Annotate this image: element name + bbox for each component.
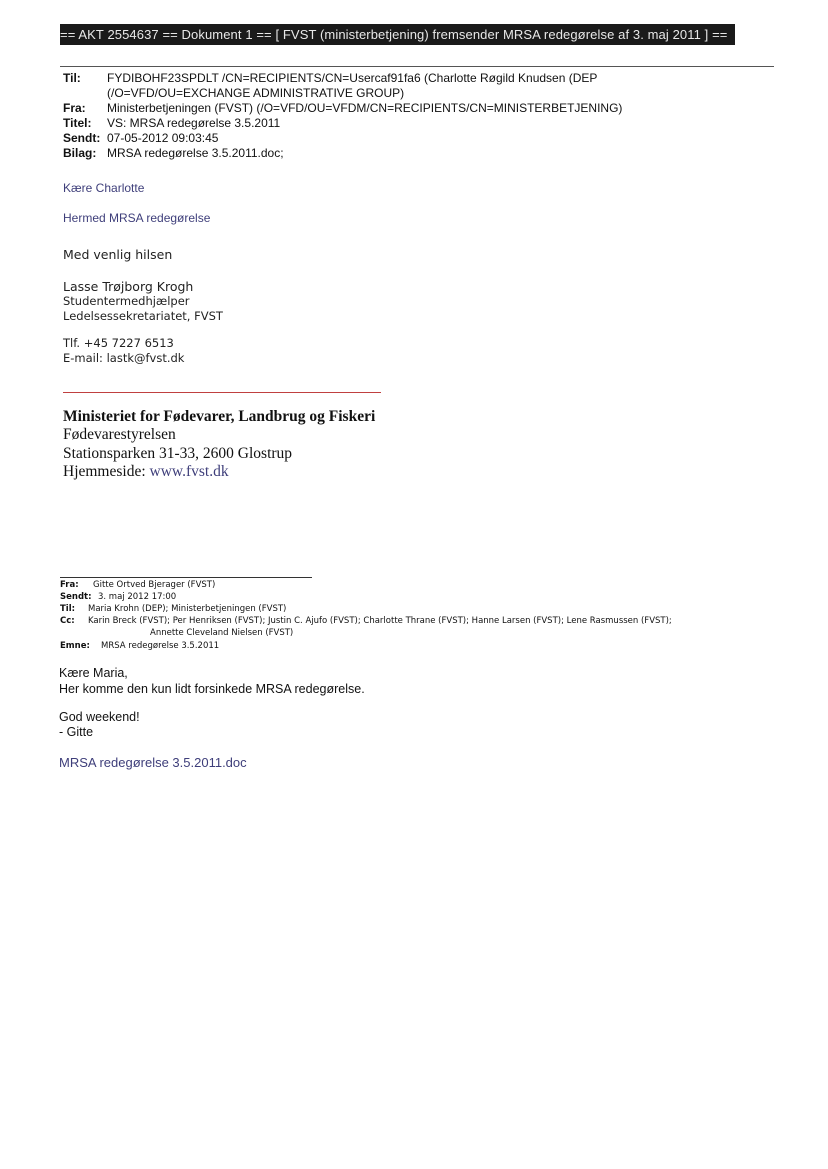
fwd-emne: [60, 641, 219, 651]
fwd-cc: [60, 616, 672, 626]
signature-email[interactable]: E-mail: lastk@fvst.dk: [63, 351, 185, 365]
header-sendt: [63, 131, 218, 145]
signature-department: Ledelsessekretariatet, FVST: [63, 309, 223, 323]
fra-label: Fra:: [63, 101, 86, 115]
fra-value: Ministerbetjeningen (FVST) (/O=VFD/OU=VFDM/CN=RECIPIENTS/CN=MINISTERBETJENING): [107, 101, 623, 115]
homepage-label: Hjemmeside:: [63, 463, 146, 480]
fwd-sendt-value: 3. maj 2012 17:00: [98, 592, 177, 602]
fwd-line-1: Her komme den kun lidt forsinkede MRSA redegørelse.: [59, 682, 365, 696]
titel-label: Titel:: [63, 116, 92, 130]
header-til-cont: [63, 86, 404, 100]
fwd-til-value: Maria Krohn (DEP); Ministerbetjeningen (FVST): [88, 604, 287, 614]
header-bilag: [63, 146, 284, 160]
bilag-value[interactable]: MRSA redegørelse 3.5.2011.doc;: [107, 146, 284, 160]
message-closing: Med venlig hilsen: [63, 247, 173, 262]
sendt-label: Sendt:: [63, 131, 101, 145]
fwd-emne-value: MRSA redegørelse 3.5.2011: [101, 641, 220, 651]
message-body: Hermed MRSA redegørelse: [63, 211, 211, 225]
signature-name: Lasse Trøjborg Krogh: [63, 279, 194, 294]
fwd-cc-label: Cc:: [60, 616, 75, 626]
document-banner: == AKT 2554637 == Dokument 1 == [ FVST (ministerbetjening) fremsender MRSA redegørelse af 3. maj 2011 ] ==: [60, 24, 735, 45]
ministry-name: Ministeriet for Fødevarer, Landbrug og Fiskeri: [63, 408, 376, 425]
header-titel: [63, 116, 280, 130]
fwd-til-label: Til:: [60, 604, 76, 614]
bilag-label: Bilag:: [63, 146, 97, 160]
fwd-til: [60, 604, 286, 614]
fwd-cc-cont: Annette Cleveland Nielsen (FVST): [150, 628, 294, 638]
til-value-cont: (/O=VFD/OU=EXCHANGE ADMINISTRATIVE GROUP): [107, 86, 405, 100]
header-divider: [60, 66, 774, 67]
til-label: Til:: [63, 71, 81, 85]
titel-value: VS: MRSA redegørelse 3.5.2011: [107, 116, 281, 130]
fwd-greeting: Kære Maria,: [59, 666, 128, 680]
fwd-line-3: - Gitte: [59, 725, 94, 739]
signature-phone: Tlf. +45 7227 6513: [63, 336, 174, 350]
homepage-link[interactable]: www.fvst.dk: [149, 463, 229, 480]
fwd-line-2: God weekend!: [59, 710, 140, 724]
fwd-emne-label: Emne:: [60, 641, 90, 651]
signature-divider: [63, 392, 381, 393]
fwd-cc-value: Karin Breck (FVST); Per Henriksen (FVST); Justin C. Ajufo (FVST); Charlotte Thrane (FVST); Hanne Larsen (FVST); Lene Rasmussen (FVST);: [88, 616, 672, 626]
header-til: [63, 71, 597, 85]
header-fra: [63, 101, 622, 115]
til-value: FYDIBOHF23SPDLT /CN=RECIPIENTS/CN=Usercaf91fa6 (Charlotte Røgild Knudsen (DEP: [107, 71, 598, 85]
signature-title: Studentermedhjælper: [63, 294, 190, 308]
homepage-line: [63, 463, 229, 481]
agency-name: Fødevarestyrelsen: [63, 426, 176, 443]
agency-address: Stationsparken 31-33, 2600 Glostrup: [63, 445, 293, 462]
message-greeting: Kære Charlotte: [63, 181, 145, 195]
sendt-value: 07-05-2012 09:03:45: [107, 131, 219, 145]
fwd-fra-label: Fra:: [60, 580, 79, 590]
fwd-attachment-link[interactable]: MRSA redegørelse 3.5.2011.doc: [59, 755, 247, 770]
forward-divider: [60, 577, 312, 578]
fwd-fra-value: Gitte Ortved Bjerager (FVST): [93, 580, 216, 590]
fwd-fra: [60, 580, 215, 590]
fwd-sendt: [60, 592, 176, 602]
fwd-sendt-label: Sendt:: [60, 592, 92, 602]
